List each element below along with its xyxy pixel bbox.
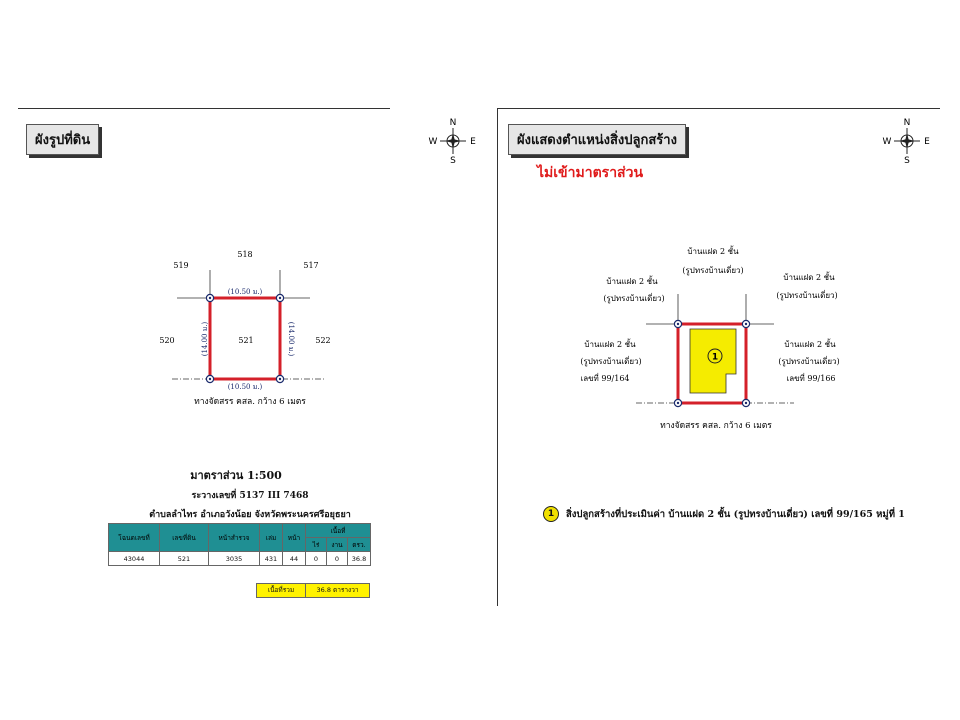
compass-s: S [904,156,910,164]
dim-top: (10.50 ม.) [227,288,263,296]
sheet-number: ระวางเลขที่ 5137 III 7468 [191,491,309,501]
land-plan-title: ผังรูปที่ดิน [26,124,99,155]
parcel-522: 522 [315,336,331,345]
parcel-518: 518 [237,250,253,259]
cell-page: 44 [283,552,306,566]
neighbor-top-line1: บ้านแฝด 2 ชั้น [687,247,739,256]
header-wa: ตรว. [348,538,371,552]
compass-e: E [924,137,930,147]
dim-right: (14.00 ม.) [287,321,295,357]
not-to-scale-label: ไม่เข้ามาตราส่วน [537,165,644,181]
neighbor-left-line2: (รูปทรงบ้านเดี่ยว) [580,357,642,366]
parcel-517: 517 [303,261,319,270]
table-row [109,552,371,566]
compass-w: W [882,137,892,147]
cell-land-no: 521 [160,552,209,566]
neighbor-left-line3: เลขที่ 99/164 [580,374,630,383]
building-marker-number: 1 [711,352,719,363]
neighbor-upper-left-line2: (รูปทรงบ้านเดี่ยว) [603,294,665,303]
header-page: หน้า [283,524,306,552]
header-book: เล่ม [260,524,283,552]
total-area-label: เนื้อที่รวม [256,583,306,598]
total-area-value: 36.8 ตารางวา [305,583,370,598]
parcel-520: 520 [159,336,175,345]
dim-bottom: (10.50 ม.) [227,383,263,391]
road-label: ทางจัดสรร คสล. กว้าง 6 เมตร [194,397,306,407]
compass-w: W [428,137,438,147]
header-deed: โฉนดเลขที่ [109,524,160,552]
neighbor-upper-right-line1: บ้านแฝด 2 ชั้น [783,273,835,282]
neighbor-left-line1: บ้านแฝด 2 ชั้น [584,340,636,349]
neighbor-right-line3: เลขที่ 99/166 [786,374,836,383]
cell-deed: 43044 [109,552,160,566]
scale-label: มาตราส่วน 1:500 [190,469,282,482]
compass-e: E [470,137,476,147]
cell-book: 431 [260,552,283,566]
cell-rai: 0 [306,552,327,566]
compass-n: N [903,118,911,128]
building-plan-title: ผังแสดงตำแหน่งสิ่งปลูกสร้าง [508,124,686,155]
legend-marker: 1 [543,506,559,522]
dim-left: (14.00 ม.) [201,321,209,357]
location-label: ตำบลลำไทร อำเภอวังน้อย จังหวัดพระนครศรีอยุธยา [149,510,351,520]
cell-ngan: 0 [327,552,348,566]
compass-n: N [449,118,457,128]
land-parcel-diagram [0,0,498,460]
neighbor-right-line2: (รูปทรงบ้านเดี่ยว) [778,357,840,366]
compass-s: S [450,156,456,164]
cell-survey: 3035 [209,552,260,566]
neighbor-right-line1: บ้านแฝด 2 ชั้น [784,340,836,349]
land-deed-table [108,523,371,566]
neighbor-upper-right-line2: (รูปทรงบ้านเดี่ยว) [776,291,838,300]
cell-wa: 36.8 [348,552,371,566]
building-location-diagram [498,0,960,460]
header-rai: ไร่ [306,538,327,552]
header-ngan: งาน [327,538,348,552]
header-area: เนื้อที่ [306,524,371,538]
header-survey: หน้าสำรวจ [209,524,260,552]
neighbor-top-line2: (รูปทรงบ้านเดี่ยว) [682,266,744,275]
header-land-no: เลขที่ดิน [160,524,209,552]
parcel-519: 519 [173,261,189,270]
parcel-521: 521 [238,336,254,345]
legend-text: สิ่งปลูกสร้างที่ประเมินค่า บ้านแฝด 2 ชั้น (รูปทรงบ้านเดี่ยว) เลขที่ 99/165 หมู่ที่ 1 [566,509,905,520]
neighbor-upper-left-line1: บ้านแฝด 2 ชั้น [606,277,658,286]
road-label: ทางจัดสรร คสล. กว้าง 6 เมตร [660,421,772,431]
